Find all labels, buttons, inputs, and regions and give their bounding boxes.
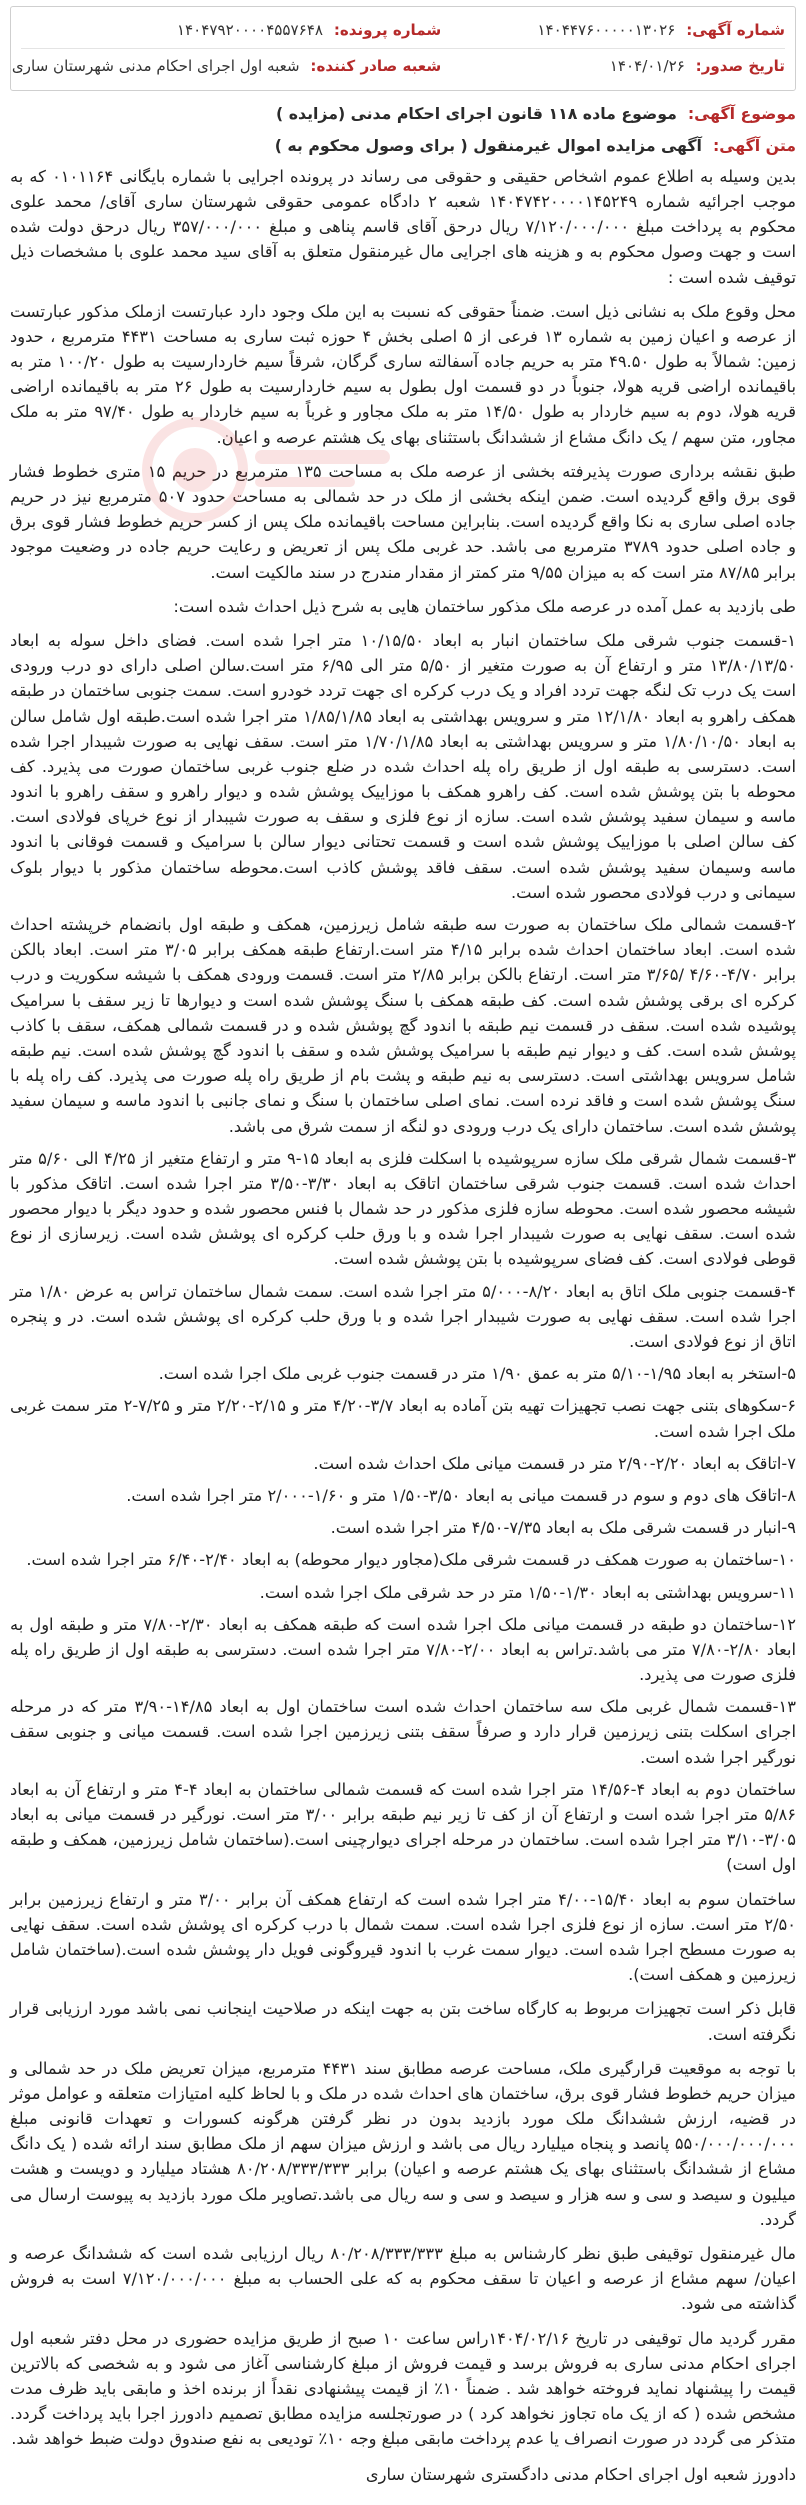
issuing-branch-cell	[11, 54, 442, 79]
property-location-paragraph: محل وقوع ملک به نشانی ذیل است. ضمناً حقوقی که نسبت به این ملک وجود دارد عبارتست ازملک مذکور عبارتست از عرصه و اعیان زمین به شماره ۱۳ فرعی از ۵ اصلی بخش ۴ حوزه ثبت ساری به مساحت ۴۴۳۱ مترمربع ، حدود زمین: شمالاً به طول ۴۹.۵۰ متر به حریم جاده آسفالته ساری گرگان، شرقاً سیم خاردارسیت به طول ۱۰۰/۲۰ متر به باقیمانده اراضی قریه هولا، جنوباً در دو قسمت اول بطول به سیم خاردارسیت به طول ۲۶ متر به باقیمانده اراضی قریه هولا، دوم به سیم خاردار به طول ۱۴/۵۰ متر به ملک مجاور و غرباً به سیم خاردار به طول ۹۷/۴۰ متر به ملک مجاور، متن سهم / یک دانگ مشاع از ششدانگ باستثنای بهای یک هشتم عرصه و اعیان.	[10, 301, 797, 447]
notice-subject-value: موضوع ماده ۱۱۸ قانون اجرای احکام مدنی (مزایده )	[276, 104, 677, 124]
case-number: ۱۴۰۴۷۹۲۰۰۰۰۴۵۵۷۶۴۸	[176, 21, 323, 39]
building-three-paragraph: ساختمان سوم به ابعاد ۱۵/۴۰-۴/۰۰ متر اجرا شده است که ارتفاع همکف آن برابر ۳/۰۰ متر و ارتفاع زیرزمین برابر ۲/۵۰ متر است. سازه از نوع فلزی اجرا شده است. سمت شمال با درب کرکره ای پوشش شده است. سقف نهایی به صورت مسطح اجرا شده است. دیوار سمت غرب با اندود قیروگونی فویل دار پوشش شده است.(ساختمان شامل زیرزمین و همکف است).	[10, 1889, 797, 1985]
building-item-11: ۱۱-سرویس بهداشتی به ابعاد ۱/۳۰-۱/۵۰ متر در حد شرقی ملک اجرا شده است.	[259, 1582, 796, 1602]
notice-text-title	[10, 133, 796, 158]
building-item-13: ۱۳-قسمت شمال غربی ملک سه ساختمان احداث شده است ساختمان اول به ابعاد ۱۴/۸۵-۳/۹۰ متر که در مرحله اجرای اسکلت بتنی زیرزمین قرار دارد و صرفاً سقف بتنی زیرزمین اجرا شده است. قسمت میانی و جنوبی سقف نورگیر اجرا شده است.	[10, 1697, 797, 1767]
building-item-4: ۴-قسمت جنوبی ملک اتاق به ابعاد ۸/۲۰-۵/۰۰۰ متر اجرا شده است. سمت شمال ساختمان تراس به عرض ۱/۸۰ متر اجرا شده است. سقف نهایی به صورت شیبدار اجرا شده و با ورق حلب کرکره ای پوشش شده است. در و پنجره اتاق از نوع فولادی است.	[10, 1281, 796, 1351]
auction-terms-paragraph: مقرر گردید مال توقیفی در تاریخ ۱۴۰۴/۰۲/۱۶راس ساعت ۱۰ صبح از طریق مزایده حضوری در محل دفتر شعبه اول اجرای احکام مدنی ساری به فروش برسد و قیمت فروش از مبلغ کارشناسی آغاز می شود و به شخصی که بالاترین قیمت را پیشنهاد نماید فروخته خواهد شد . ضمناً ۱۰٪ از قیمت پیشنهادی نقداً از برنده اخذ و مابقی باید ظرف مدت مشخص شده ( که از یک ماه تجاوز نخواهد کرد ) در صورتجلسه مزایده مطابق تصمیم دادورز اجرا باید پرداخت گردد. متذکر می گردد در صورت انصراف یا عدم پرداخت مابقی مبلغ وجه ۱۰٪ تودیعی به نفع صندوق دولت ضبط خواهد شد.	[10, 2328, 796, 2449]
building-two-paragraph: ساختمان دوم به ابعاد ۴-۱۴/۵۶ متر اجرا شده است که قسمت شمالی ساختمان به ابعاد ۴-۴ متر و ارتفاع آن به ابعاد ۵/۸۶ متر اجرا شده است و ارتفاع آن از کف تا زیر نیم طبقه برابر ۳/۰۰ متر است. نورگیر در قسمت میانی به ابعاد ۳/۰۵-۳/۱۰ متر اجرا شده است. ساختمان در مرحله اجرای دیوارچینی است.(ساختمان شامل زیرزمین، همکف و طبقه اول است)	[10, 1779, 796, 1875]
building-item-10: ۱۰-ساختمان به صورت همکف در قسمت شرقی ملک(مجاور دیوار محوطه) به ابعاد ۲/۴۰-۶/۴۰ متر اجرا شده است.	[26, 1550, 796, 1570]
notice-header	[10, 6, 796, 91]
building-item-2: ۲-قسمت شمالی ملک ساختمان به صورت سه طبقه شامل زیرزمین، همکف و طبقه اول بانضمام خرپشته احداث شده است. ابعاد ساختمان احداث شده برابر ۴/۱۵ متر است.ارتفاع طبقه همکف برابر ۳/۰۵ متر است. ابعاد بالکن برابر ۴/۷۰-۴/۶۰ /۳/۶۵ متر است. ارتفاع بالکن برابر ۲/۸۵ متر است. قسمت ورودی همکف با شیشه سکوریت و درب کرکره ای برقی پوشش شده است. کف طبقه همکف با سنگ پوشش شده است و دیوارها تا زیر سقف با سرامیک پوشیده شده است. سقف در قسمت نیم طبقه با اندود گچ پوشش شده و در قسمت شمالی همکف، سقف با کاذب پوشش شده است. کف و دیوار نیم طبقه با سرامیک پوشش شده و سقف با اندود گچ پوشش شده است. نیم طبقه شامل سرویس بهداشتی است. دسترسی به نیم طبقه و پشت بام از طریق راه پله صورت می پذیرد. کف راه پله با سنگ پوشش شده است و فاقد نرده است. نمای اصلی ساختمان با سنگ و نمای جانبی با اندود ماسه و سیمان سفید پوشش شده است. ساختمان دارای یک درب ورودی دو لنگه از سمت شرق می باشد.	[10, 915, 796, 1136]
building-item-3: ۳-قسمت شمال شرقی ملک سازه سرپوشیده با اسکلت فلزی به ابعاد ۱۵-۹ متر و ارتفاع متغیر از ۴/۲۵ الی ۵/۶۰ متر احداث شده است. قسمت جنوب شرقی ساختمان اتاقک به ابعاد ۳/۳۰-۳/۵۰ متر اجرا شده است. اتاقک مذکور با شیشه محصور شده است. محوطه سازه فلزی مذکور در حد شمال با فنس محصور شده و حدود دیگر با دیوار محصور شده است. سقف نهایی به صورت شیبدار اجرا شده و با ورق حلب کرکره ای پوشش شده است. زیرسازی از نوع قوطی فولادی است. کف فضای سرپوشیده با بتن پوشش شده است.	[10, 1148, 797, 1269]
intro-paragraph: بدین وسیله به اطلاع عموم اشخاص حقیقی و حقوقی می رساند در پرونده اجرایی با شماره بایگانی ۰۱۰۱۱۶۴ که به موجب اجرائیه شماره ۱۴۰۴۷۴۲۰۰۰۰۱۴۵۲۴۹ شعبه ۲ دادگاه عمومی حقوقی شهرستان ساری آقای/ محمد علوی محکوم به پرداخت مبلغ ۷/۱۲۰/۰۰۰/۰۰۰ ریال درحق آقای قاسم پناهی و مبلغ ۳۵۷/۰۰۰/۰۰۰ ریال درحق دولت شده است و جهت وصول محکوم به و هزینه های اجرایی مال غیرمنقول متعلق به آقای سید محمد علوی با مشخصات ذیل توقیف شده است :	[10, 166, 797, 287]
building-item-7: ۷-اتاقک به ابعاد ۲/۲۰-۲/۹۰ متر در قسمت میانی ملک احداث شده است.	[313, 1453, 796, 1473]
survey-paragraph: طبق نقشه برداری صورت پذیرفته بخشی از عرصه ملک به مساحت ۱۳۵ مترمربع در حریم ۱۵ متری خطوط فشار قوی برق واقع گردیده است. ضمن اینکه بخشی از ملک در حد شمالی به مساحت حدود ۵۰۷ مترمربع نیز در حریم جاده اصلی ساری به نکا واقع گردیده است. بنابراین مساحت باقیمانده ملک پس از کسر حریم خطوط فشار قوی برق و جاده اصلی حدود ۳۷۸۹ مترمربع می باشد. حد غربی ملک پس از تعریض و رعایت حریم جاده در وضعیت موجود برابر ۸۷/۸۵ متر است که به میزان ۹/۵۵ متر کمتر از مقدار مندرج در سند مالکیت است.	[10, 461, 797, 582]
case-number-label: شماره پرونده:	[333, 21, 442, 39]
case-number-cell	[21, 18, 441, 43]
notice-text-label: متن آگهی:	[712, 135, 796, 155]
inspection-intro: طی بازدید به عمل آمده در عرصه ملک مذکور ساختمان هایی به شرح ذیل احداث شده است:	[173, 596, 796, 616]
issue-date-cell	[441, 54, 785, 79]
ad-number-label: شماره آگهی:	[686, 21, 785, 39]
building-item-5: ۵-استخر به ابعاد ۱/۹۵-۵/۱۰ متر به عمق ۱/۹۰ متر در قسمت جنوب غربی ملک اجرا شده است.	[158, 1364, 796, 1384]
header-row-issue	[11, 48, 785, 84]
building-item-9: ۹-انبار در قسمت شرقی ملک به ابعاد ۷/۳۵-۴/۵۰ متر اجرا شده است.	[330, 1518, 796, 1538]
building-item-8: ۸-اتاقک های دوم و سوم در قسمت میانی به ابعاد ۳/۵۰-۱/۵۰ متر و ۱/۶۰-۲/۰۰۰ متر اجرا شده است.	[126, 1485, 796, 1505]
issuing-branch-label: شعبه صادر کننده:	[310, 57, 442, 76]
ad-number: ۱۴۰۴۴۷۶۰۰۰۰۰۱۳۰۲۶	[537, 21, 676, 39]
issuing-branch: شعبه اول اجرای احکام مدنی شهرستان ساری	[11, 57, 300, 76]
notice-text-value: آگهی مزایده اموال غیرمنقول ( برای وصول محکوم به )	[274, 135, 702, 155]
notice-subject	[10, 101, 796, 126]
ad-number-cell	[441, 18, 785, 43]
issue-date-label: تاریخ صدور:	[695, 57, 785, 76]
issue-date: ۱۴۰۴/۰۱/۲۶	[609, 57, 685, 76]
equipment-note-paragraph: قابل ذکر است تجهیزات مربوط به کارگاه ساخت بتن به جهت اینکه در صلاحیت اینجانب نمی باشد مورد ارزیابی قرار نگرفته است.	[10, 1999, 796, 2044]
valuation-paragraph: با توجه به موقعیت قرارگیری ملک، مساحت عرصه مطابق سند ۴۴۳۱ مترمربع، میزان تعریض ملک در حد شمالی و میزان حریم خطوط فشار قوی برق، ساختمان های احداث شده در ملک و با لحاظ کلیه امتیازات متعلقه و عوامل موثر در قضیه، ارزش ششدانگ ملک مورد بازدید بدون در نظر گرفتن هرگونه کسورات و تعهدات قانونی مبلغ ۵۵۰/۰۰۰/۰۰۰/۰۰۰ پانصد و پنجاه میلیارد ریال می باشد و ارزش میزان سهم از ملک مطابق سند ارائه شده ( یک دانگ مشاع از ششدانگ باستثنای بهای یک هشتم عرصه و اعیان) برابر ۸۰/۲۰۸/۳۳۳/۳۳۳ هشتاد میلیارد و دویست و هشت میلیون و سیصد و سی و سه هزار و سیصد و سی و سه ریال می باشد.تصاویر ملک مورد بازدید به پیوست ارسال می گردد.	[10, 2058, 796, 2229]
signature-line: دادورز شعبه اول اجرای احکام مدنی دادگستری شهرستان ساری	[365, 2464, 796, 2484]
building-item-12: ۱۲-ساختمان دو طبقه در قسمت میانی ملک اجرا شده است که طبقه همکف به ابعاد ۲/۳۰-۷/۸۰ متر و طبقه اول به ابعاد ۲/۸۰-۷/۸۰ متر می باشد.تراس به ابعاد ۲/۰۰-۷/۸۰ متر اجرا شده است. دسترسی به طبقه اول از طریق راه پله فلزی صورت می پذیرد.	[10, 1614, 796, 1685]
header-row-numbers	[21, 13, 785, 48]
notice-subject-label: موضوع آگهی:	[687, 104, 796, 124]
appraisal-paragraph: مال غیرمنقول توقیفی طبق نظر کارشناس به مبلغ ۸۰/۲۰۸/۳۳۳/۳۳۳ ریال ارزیابی شده است که ششدانگ عرصه و اعیان/ سهم مشاع از عرصه و اعیان تا سقف محکوم به که علی الحساب به مبلغ ۷/۱۲۰/۰۰۰/۰۰۰ است به فروش گذاشته می شود.	[10, 2244, 796, 2314]
building-item-1: ۱-قسمت جنوب شرقی ملک ساختمان انبار به ابعاد ۱۰/۱۵/۵۰ متر اجرا شده است. فضای داخل سوله به ابعاد ۱۳/۸۰/۱۳/۵۰ متر و ارتفاع آن به صورت متغیر از ۵/۵۰ متر الی ۶/۹۵ متر است.سالن اصلی دارای دو درب ورودی است یک درب تک لنگه جهت تردد افراد و یک درب کرکره ای جهت تردد خودرو است. سمت جنوبی ساختمان در طبقه همکف راهرو به ابعاد ۱۲/۱/۸۰ متر و سرویس بهداشتی به ابعاد ۱/۸۵/۱/۸۵ متر اجرا شده است.طبقه اول شامل سالن به ابعاد ۱/۸۰/۱۰/۵۰ متر و سرویس بهداشتی به ابعاد ۱/۷۰/۱/۸۵ متر است. سقف نهایی به صورت شیبدار اجرا شده است. دسترسی به طبقه اول از طریق راه پله احداث شده در ضلع جنوب غربی ساختمان صورت می پذیرد. کف محوطه با بتن پوشش شده است. کف راهرو همکف با موزاییک پوشش شده و دیوار راهرو و سقف راهرو با اندود ماسه و سیمان سفید پوشش شده است. سازه از نوع فلزی و سقف به صورت شیبدار از نوع خرپای فولادی است. کف سالن اصلی با موزاییک پوشش شده است و قسمت تحتانی دیوار سالن با سرامیک و قسمت فوقانی با اندود ماسه وسیمان سفید پوشش شده است. سقف فاقد پوشش کاذب است.محوطه ساختمان مذکور با دیوار بلوک سیمانی و درب فولادی محصور شده است.	[10, 630, 797, 902]
building-item-6: ۶-سکوهای بتنی جهت نصب تجهیزات تهیه بتن آماده به ابعاد ۳/۷-۴/۲۰ متر و ۲/۱۵-۲/۲۰ متر و ۷/۲۵-۲ متر سمت غربی ملک اجرا شده است.	[10, 1396, 796, 1441]
